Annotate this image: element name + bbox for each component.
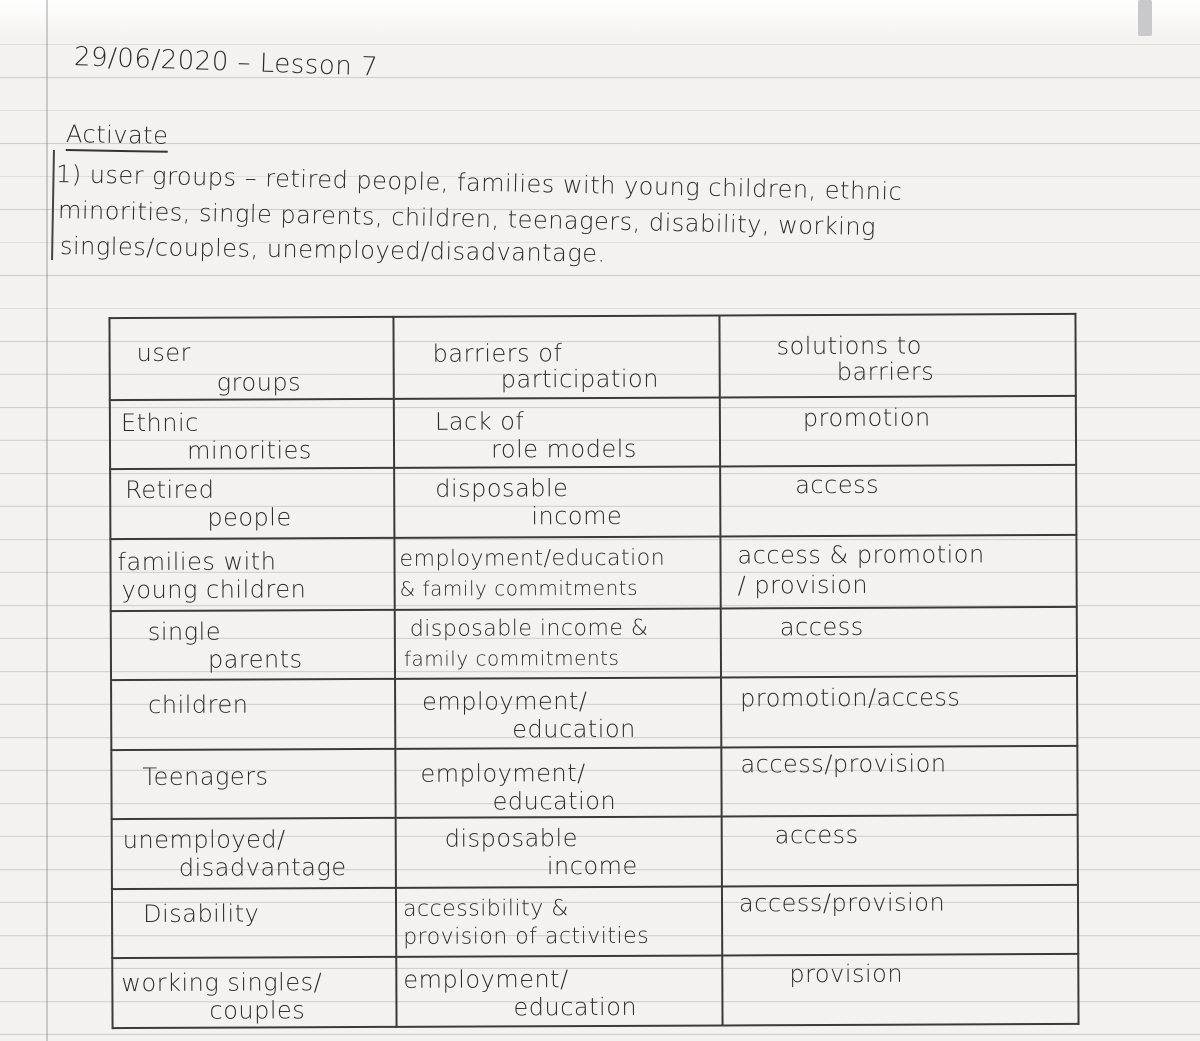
header-cell: barriers of participation: [393, 315, 719, 398]
table-cell: children: [111, 679, 395, 750]
table-cell: access/provision: [721, 746, 1077, 817]
table-cell: working singles/ couples: [112, 957, 396, 1028]
header-cell: user groups: [109, 317, 393, 400]
table-cell: single parents: [111, 609, 395, 680]
table-row: [111, 676, 1077, 750]
table-row: [112, 954, 1078, 1028]
table-cell: Disability: [112, 888, 396, 959]
page-top-edge: [0, 0, 1200, 40]
table-row: [110, 396, 1076, 470]
page-corner-mark: [1138, 0, 1152, 36]
table-cell: employment/ education: [395, 678, 721, 749]
table-cell: employment/education & family commitments: [394, 536, 720, 609]
table-row: [112, 815, 1078, 889]
table-cell: families with young children: [110, 538, 394, 611]
table-cell: access: [720, 465, 1076, 536]
table-cell: unemployed/ disadvantage: [112, 818, 396, 889]
table-cell: promotion/access: [721, 676, 1077, 747]
table-cell: Teenagers: [111, 749, 395, 820]
table-cell: access/provision: [722, 885, 1078, 956]
table-cell: access: [722, 815, 1078, 886]
table-cell: disposable income: [396, 817, 722, 888]
table-header-row: [109, 314, 1075, 400]
table-row: [111, 746, 1077, 820]
table-row: [111, 606, 1077, 680]
table-cell: employment/ education: [395, 747, 721, 818]
paragraph-line: singles/couples, unemployed/disadvantage.: [59, 232, 606, 268]
bracket-line: [51, 150, 55, 260]
table-cell: access: [721, 606, 1077, 677]
table-cell: promotion: [720, 396, 1076, 467]
user-groups-table: [108, 313, 1079, 1029]
table-row: [112, 885, 1078, 959]
table-row: [110, 465, 1076, 539]
date-title: 29/06/2020 – Lesson 7: [73, 42, 379, 83]
table-cell: accessibility & provision of activities: [396, 886, 722, 957]
table-cell: employment/ education: [396, 956, 722, 1027]
table-cell: Retired people: [110, 468, 394, 539]
table-row: [110, 535, 1076, 611]
table-cell: access & promotion / provision: [720, 535, 1076, 608]
table-cell: disposable income: [394, 467, 720, 538]
table-cell: Lack of role models: [394, 397, 720, 468]
paragraph-line: 1) user groups – retired people, families with young children, ethnic: [55, 160, 903, 206]
table-cell: provision: [722, 954, 1078, 1025]
section-heading: Activate: [66, 120, 169, 153]
margin-line: [46, 0, 48, 1041]
paragraph-line: minorities, single parents, children, teenagers, disability, working: [57, 196, 877, 242]
table-cell: Ethnic minorities: [110, 399, 394, 470]
header-cell: solutions to barriers: [719, 314, 1075, 397]
table-cell: disposable income & family commitments: [395, 608, 721, 679]
